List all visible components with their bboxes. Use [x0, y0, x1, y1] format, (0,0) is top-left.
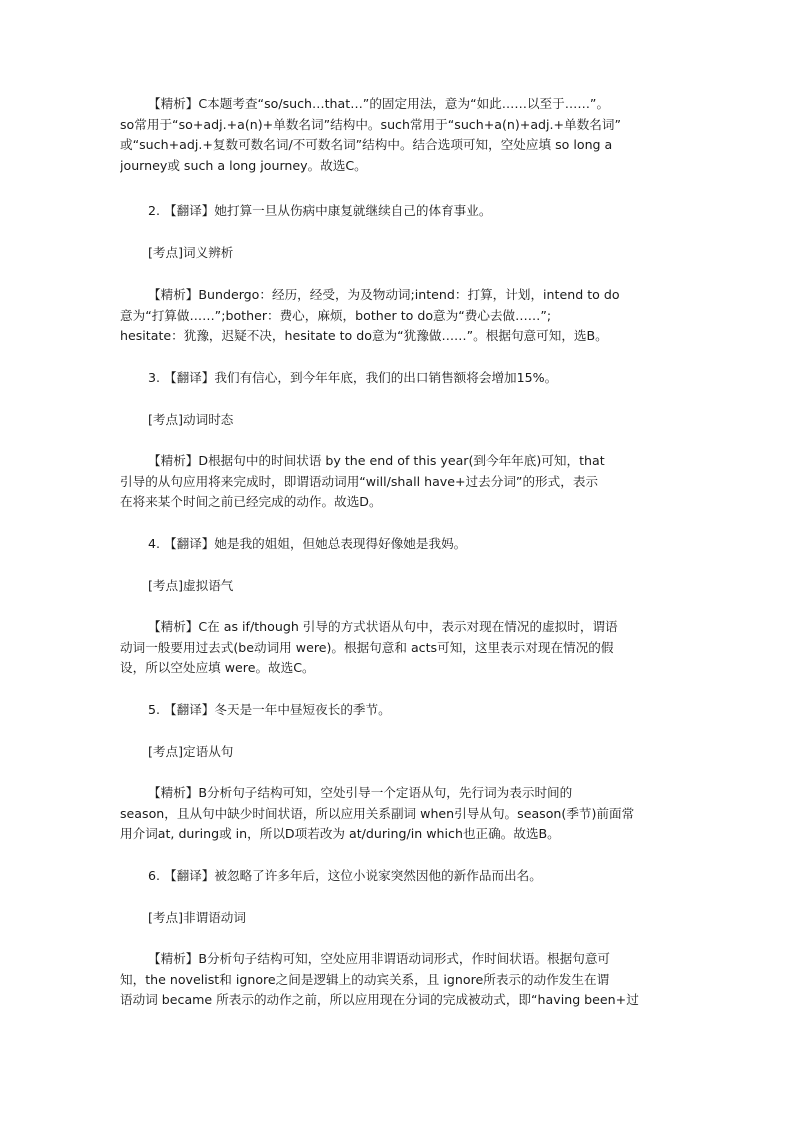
paragraph-translation-4: [120, 534, 676, 555]
paragraph-analysis-6: [120, 949, 676, 1011]
paragraph-analysis-2: [120, 285, 676, 347]
paragraph-analysis-3: [120, 451, 676, 513]
paragraph-topic-5: [120, 742, 676, 763]
text-line: [考点]定语从句: [148, 744, 234, 759]
text-line: 2. 【翻译】她打算一旦从伤病中康复就继续自己的体育事业。: [148, 203, 492, 218]
text-line: journey或 such a long journey。故选C。: [120, 157, 367, 173]
text-line: 3. 【翻译】我们有信心，到今年年底，我们的出口销售额将会增加15%。: [148, 370, 558, 385]
paragraph-analysis-1: [120, 94, 676, 176]
text-line: 【精析】D根据句中的时间状语 by the end of this year(到今年年底)可知，that: [148, 453, 605, 468]
text-line: 6. 【翻译】被忽略了许多年后，这位小说家突然因他的新作品而出名。: [148, 868, 542, 883]
text-line: 引导的从句应用将来完成时，即谓语动词用“will/shall have+过去分词”的形式，表示: [120, 473, 599, 489]
text-line: [考点]词义辨析: [148, 245, 234, 260]
text-line: 意为“打算做……”;bother：费心，麻烦，bother to do意为“费心去做……”;: [120, 307, 552, 323]
text-line: 知，the novelist和 ignore之间是逻辑上的动宾关系，且 ignore所表示的动作发生在谓: [120, 971, 610, 987]
text-line: 5. 【翻译】冬天是一年中昼短夜长的季节。: [148, 702, 391, 717]
paragraph-topic-4: [120, 576, 676, 597]
paragraph-topic-3: [120, 410, 676, 431]
text-line: [考点]非谓语动词: [148, 910, 246, 925]
text-line: 4. 【翻译】她是我的姐姐，但她总表现得好像她是我妈。: [148, 536, 467, 551]
text-line: 【精析】B分析句子结构可知，空处应用非谓语动词形式，作时间状语。根据句意可: [148, 951, 611, 966]
text-line: season，且从句中缺少时间状语，所以应用关系副词 when引导从句。season(季节)前面常: [120, 805, 635, 821]
text-line: 在将来某个时间之前已经完成的动作。故选D。: [120, 494, 382, 510]
text-line: hesitate：犹豫，迟疑不决，hesitate to do意为“犹豫做……”。根据句意可知，选B。: [120, 328, 608, 344]
text-line: so常用于“so+adj.+a(n)+单数名词”结构中。such常用于“such+a(n)+adj.+单数名词”: [120, 116, 622, 132]
paragraph-translation-5: [120, 700, 676, 721]
text-line: 或“such+adj.+复数可数名词/不可数名词”结构中。结合选项可知，空处应填 so long a: [120, 137, 613, 153]
paragraph-translation-3: [120, 368, 676, 389]
paragraph-analysis-4: [120, 617, 676, 679]
paragraph-topic-2: [120, 243, 676, 264]
text-line: 【精析】C在 as if/though 引导的方式状语从句中，表示对现在情况的虚拟时，谓语: [148, 619, 618, 634]
paragraph-topic-6: [120, 908, 676, 929]
text-line: 语动词 became 所表示的动作之前，所以应用现在分词的完成被动式，即“having been+过: [120, 992, 639, 1008]
text-line: [考点]动词时态: [148, 412, 234, 427]
paragraph-translation-2: [120, 201, 676, 222]
paragraph-analysis-5: [120, 783, 676, 845]
text-line: 【精析】B分析句子结构可知，空处引导一个定语从句，先行词为表示时间的: [148, 785, 573, 800]
text-line: 用介词at, during或 in，所以D项若改为 at/during/in which也正确。故选B。: [120, 826, 560, 842]
text-line: 设，所以空处应填 were。故选C。: [120, 660, 315, 676]
text-line: 【精析】Bundergo：经历，经受，为及物动词;intend：打算，计划，intend to do: [148, 287, 620, 302]
paragraph-translation-6: [120, 866, 676, 887]
text-line: 【精析】C本题考查“so/such…that…”的固定用法，意为“如此……以至于……”。: [148, 96, 610, 111]
text-line: [考点]虚拟语气: [148, 578, 234, 593]
text-line: 动词一般要用过去式(be动词用 were)。根据句意和 acts可知，这里表示对现在情况的假: [120, 639, 614, 655]
